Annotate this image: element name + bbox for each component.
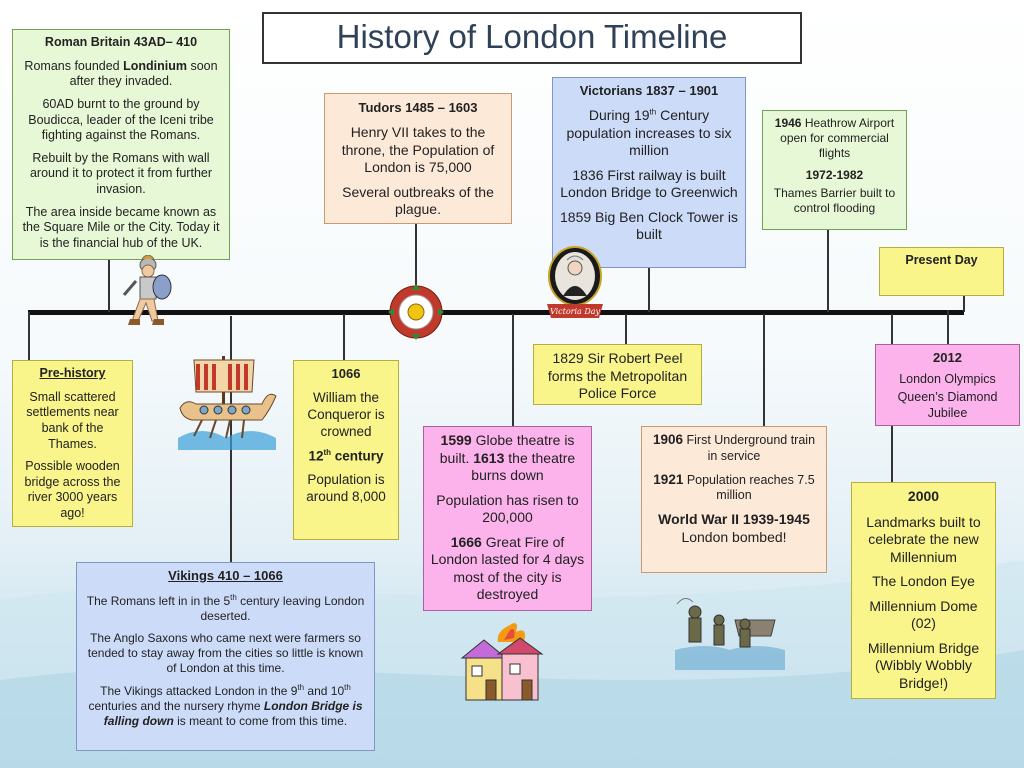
tudors-p1: Henry VII takes to the throne, the Population of London is 75,000 <box>341 124 495 176</box>
norman-p3: Population is around 8,000 <box>306 472 386 505</box>
globe-p3: 1666 Great Fire of London lasted for 4 days most of the city is destroyed <box>430 533 585 602</box>
olympics-box <box>875 344 1020 426</box>
roman-p2: 60AD burnt to the ground by Boudicca, leader of the Iceni tribe fighting against the Romans. <box>28 96 214 143</box>
roman-britain-box <box>12 29 230 260</box>
millennium-p4: Millennium Bridge (Wibbly Wobbly Bridge!) <box>867 639 980 691</box>
vikings-p2: The Anglo Saxons who came next were farmers so tended to stay away from the cities so little is known of London at this time. <box>87 631 364 676</box>
page-title: History of London Timeline <box>262 12 802 64</box>
victorians-heading: Victorians 1837 – 1901 <box>579 83 719 98</box>
peel-box <box>533 344 702 405</box>
tick-roman <box>108 260 110 312</box>
tick-present <box>963 296 965 312</box>
roman-p4: The area inside became known as the Square Mile or the City. Today it is the financial hub of the UK. <box>22 204 220 250</box>
millennium-p3: Millennium Dome (02) <box>869 597 978 631</box>
victorians-p1: During 19th Century population increases to six million <box>566 107 732 159</box>
present-day-label: Present Day <box>905 253 978 267</box>
globe-p2: Population has risen to 200,000 <box>436 491 579 525</box>
tudors-heading: Tudors 1485 – 1603 <box>358 100 478 115</box>
olympics-heading: 2012 <box>933 350 962 365</box>
vikings-box <box>76 562 375 751</box>
roman-soldier-picture <box>118 255 178 340</box>
thames-barrier-year: 1972-1982 <box>805 168 864 182</box>
victorians-p3: 1859 Big Ben Clock Tower is built <box>560 208 738 243</box>
tick-globe <box>512 314 514 426</box>
roman-heading: Roman Britain 43AD– 410 <box>44 35 198 49</box>
thames-barrier-p: Thames Barrier built to control flooding <box>773 186 896 215</box>
ww2-p: World War II 1939-1945 London bombed! <box>658 511 810 545</box>
roman-p1: Romans founded Londinium soon after they invaded. <box>24 58 218 89</box>
peel-text: 1829 Sir Robert Peel forms the Metropolitan Police Force <box>547 350 688 401</box>
millennium-p2: The London Eye <box>872 573 975 589</box>
globe-p1: 1599 Globe theatre is built. 1613 the theatre burns down <box>439 432 576 483</box>
norman-box <box>293 360 399 540</box>
victorians-box <box>552 77 746 268</box>
tick-victorians <box>648 268 650 312</box>
heathrow-p1: 1946 Heathrow Airport open for commercial flights <box>774 116 895 160</box>
norman-heading: 1066 <box>331 366 361 381</box>
viking-ship-picture <box>172 350 280 450</box>
soldiers-picture <box>675 590 785 670</box>
tick-twentieth <box>763 314 765 426</box>
tick-prehistory <box>28 312 30 360</box>
prehistory-p2: Possible wooden bridge across the river 3000 years ago! <box>24 459 121 520</box>
tick-peel <box>625 314 627 344</box>
vikings-p1: The Romans left in in the 5th century leaving London deserted. <box>86 593 365 624</box>
burning-house-picture <box>458 618 548 708</box>
victorians-p2: 1836 First railway is built London Bridge to Greenwich <box>560 166 738 201</box>
roman-p3: Rebuilt by the Romans with wall around it to protect it from further invasion. <box>29 150 213 196</box>
norman-p2: 12th century <box>308 447 384 464</box>
millennium-heading: 2000 <box>907 488 940 504</box>
globe-box <box>423 426 592 611</box>
queen-victoria-picture <box>543 246 607 322</box>
tudor-rose-picture <box>386 282 446 342</box>
tick-modern <box>827 230 829 312</box>
millennium-box <box>851 482 996 699</box>
heathrow-box <box>762 110 907 230</box>
millennium-p1: Landmarks built to celebrate the new Millennium <box>866 513 981 565</box>
twentieth-box <box>641 426 827 573</box>
prehistory-p1: Small scattered settlements near bank of the Thames. <box>26 389 119 451</box>
prehistory-box <box>12 360 133 527</box>
tick-norman <box>343 314 345 360</box>
population-1921-p: 1921 Population reaches 7.5 million <box>653 471 815 503</box>
present-day-box <box>879 247 1004 296</box>
underground-p: 1906 First Underground train in service <box>652 432 816 463</box>
vikings-p3: The Vikings attacked London in the 9th and 10th centuries and the nursery rhyme London Bridge is falling down is meant to come from this time. <box>88 683 363 729</box>
badge-text: Victoria Day <box>549 307 601 316</box>
olympics-p1: London Olympics <box>899 372 996 387</box>
olympics-p2: Queen’s Diamond Jubilee <box>897 389 998 420</box>
norman-p1: William the Conqueror is crowned <box>307 390 385 439</box>
tick-olympics <box>947 310 949 344</box>
tudors-box <box>324 93 512 224</box>
vikings-heading: Vikings 410 – 1066 <box>168 568 283 583</box>
prehistory-heading: Pre-history <box>39 366 106 380</box>
tudors-p2: Several outbreaks of the plague. <box>342 183 494 218</box>
